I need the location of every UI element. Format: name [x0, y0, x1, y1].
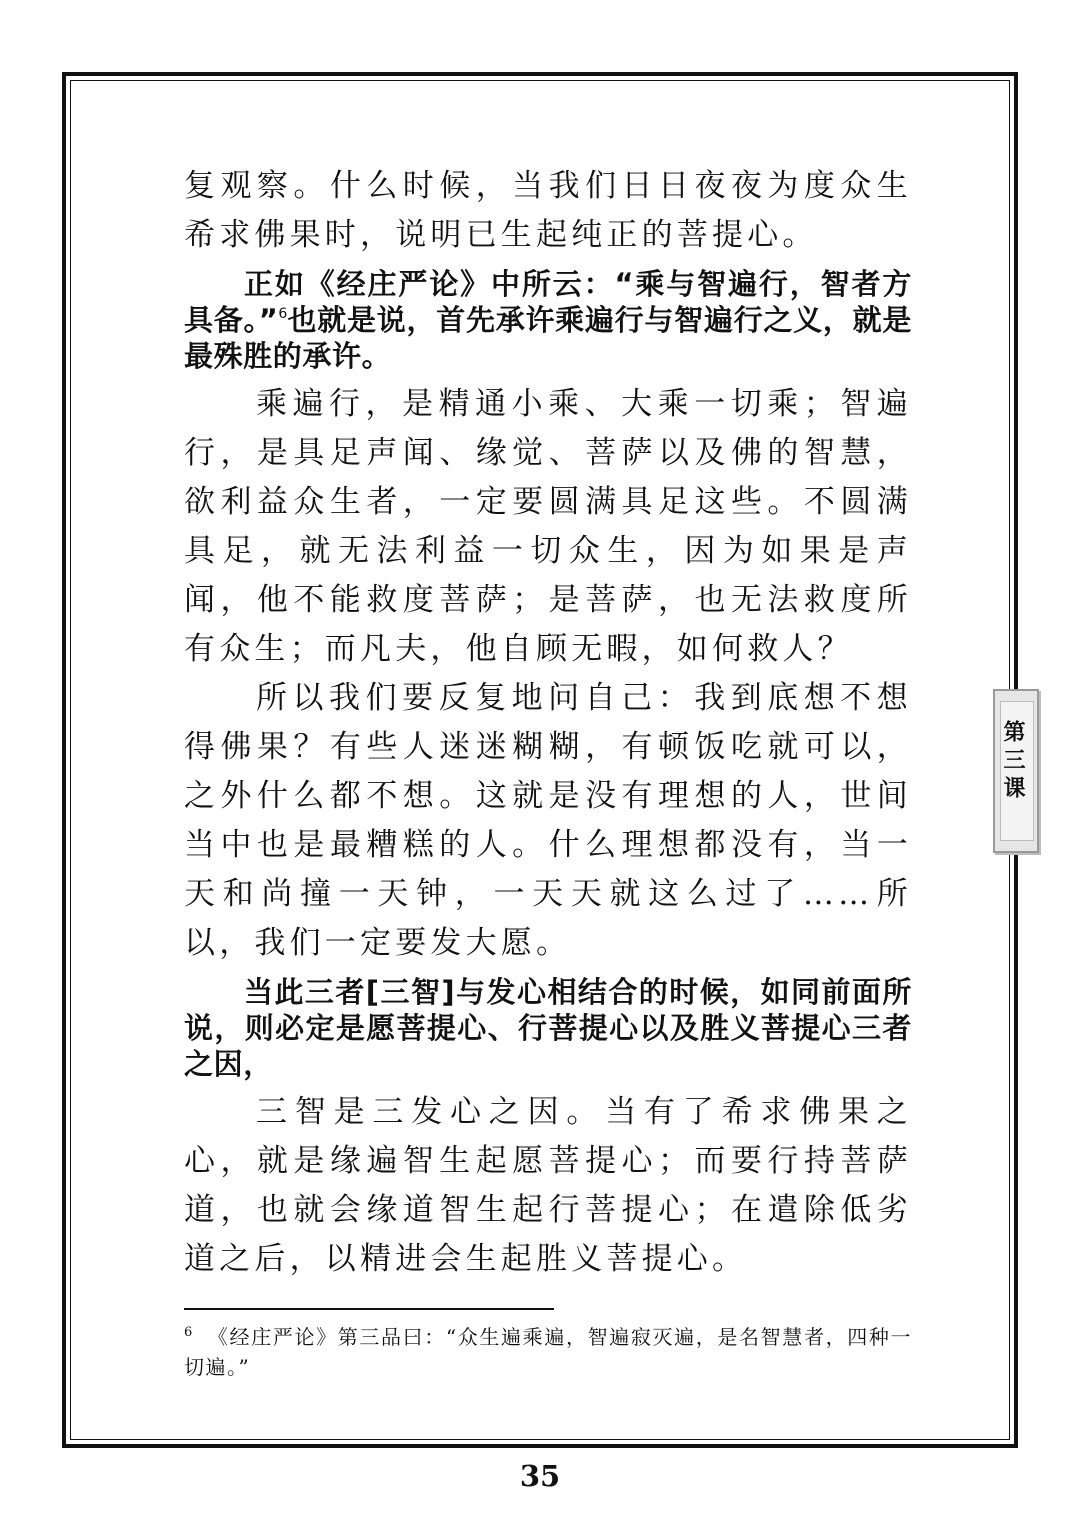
chapter-side-tab-label: 第三课 — [1000, 720, 1026, 804]
footnote-text: 《经庄严论》第三品曰：“众生遍乘遍，智遍寂灭遍，是名智慧者，四种一切遍。” — [184, 1325, 912, 1379]
footnote-divider — [184, 1308, 554, 1310]
page-body — [184, 162, 912, 1284]
footnote-ref-6[interactable]: 6 — [278, 306, 288, 322]
root-text-1 — [184, 266, 912, 374]
root-text-1-quote: 正如《经庄严论》中所云：“乘与智遍行，智者方具备。” — [184, 267, 912, 337]
commentary-paragraph-2: 乘遍行，是精通小乘、大乘一切乘；智遍行，是具足声闻、缘觉、菩萨以及佛的智慧，欲利益众生者，一定要圆满具足这些。不圆满具足，就无法利益一切众生，因为如果是声闻，他不能救度菩萨；是菩萨，也无法救度所有众生；而凡夫，他自顾无暇，如何救人？ — [184, 386, 912, 667]
commentary-paragraph-1: 复观察。什么时候，当我们日日夜夜为度众生希求佛果时，说明已生起纯正的菩提心。 — [184, 168, 912, 253]
root-text-2: 当此三者[三智]与发心相结合的时候，如同前面所说，则必定是愿菩提心、行菩提心以及胜义菩提心三者之因， — [184, 975, 912, 1081]
commentary-paragraph-3: 所以我们要反复地问自己：我到底想不想得佛果？有些人迷迷糊糊，有顿饭吃就可以，之外什么都不想。这就是没有理想的人，世间当中也是最糟糕的人。什么理想都没有，当一天和尚撞一天钟，一天天就这么过了……所以，我们一定要发大愿。 — [184, 680, 912, 961]
footnote-number: 6 — [184, 1325, 194, 1340]
page-number: 35 — [519, 1459, 561, 1493]
commentary-paragraph-4: 三智是三发心之因。当有了希求佛果之心，就是缘遍智生起愿菩提心；而要行持菩萨道，也就会缘道智生起行菩提心；在遣除低劣道之后，以精进会生起胜义菩提心。 — [184, 1094, 912, 1277]
footnote — [184, 1322, 912, 1382]
root-text-1-rest: 也就是说，首先承许乘遍行与智遍行之义，就是最殊胜的承许。 — [184, 303, 912, 373]
